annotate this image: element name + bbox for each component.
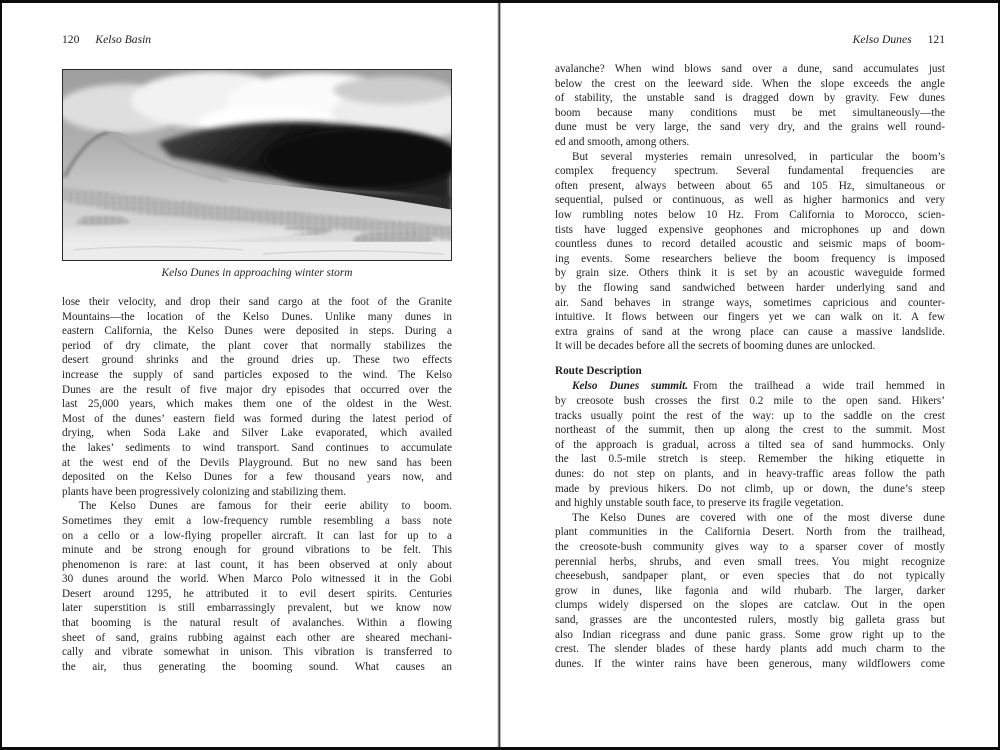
body-line: tists have lugged expensive geophones and microphones up and down <box>555 223 945 236</box>
body-line: drying, when Soda Lake and Silver Lake evaporated, which availed <box>62 427 452 440</box>
body-line: the creosote-bush community gives way to a sparser cover of mostly <box>555 541 945 553</box>
body-line: last 25,000 years, which makes them one of the oldest in the West. <box>62 398 452 411</box>
body-line: below the crest on the leeward side. When the slope exceeds the angle <box>555 77 945 90</box>
body-line: eastern California, the Kelso Dunes were deposited in steps. During a <box>62 325 452 338</box>
body-line: Desert around 1295, he attributed it to evil desert spirits. Centuries <box>62 587 452 600</box>
body-line: of the approach is gradual, across a tilted sea of sand hummocks. Only <box>555 438 945 451</box>
body-line: plants have been progressively colonizing and stabilizing them. <box>62 485 346 498</box>
body-line: cally and vibrate somewhat in unison. This vibration is transferred to <box>62 646 452 659</box>
body-line: countless dunes to record detailed acoustic and seismic maps of boom- <box>555 238 945 251</box>
body-line: the air, thus generating the booming sound. What causes an <box>62 660 452 673</box>
left-page <box>62 3 452 747</box>
running-title-right: Kelso Dunes <box>852 33 912 46</box>
running-title-left: Kelso Basin <box>95 33 152 46</box>
book-spine-gutter <box>497 3 501 747</box>
body-line: sheet of sand, grains rubbing against each other are sheared mechani- <box>62 631 452 644</box>
paragraph-lead: Kelso Dunes summit. <box>572 380 689 393</box>
body-line: Sometimes they emit a low-frequency rumble resembling a bass note <box>62 514 452 527</box>
body-line: on a cello or a low-flying propeller aircraft. It can last for up to a <box>62 529 452 542</box>
body-line: Dunes are the result of five major dry episodes that occurred over the <box>62 383 452 396</box>
body-line: perennial herbs, shrubs, and even small trees. You might recognize <box>555 555 945 568</box>
body-line: It will be decades before all the secrets of booming dunes are unlocked. <box>555 340 876 353</box>
body-line: dune must be very large, the sand very dry, and the grains well round- <box>555 121 945 134</box>
body-line: phenomenon is rare: at last count, it has been observed at only about <box>62 558 452 571</box>
body-line: the last 0.5-mile stretch is steep. Remember the hiking etiquette in <box>555 453 945 466</box>
body-line: by creosote bush crosses the first 0.2 mile to the open sand. Hikers’ <box>555 395 945 408</box>
body-line: and highly unstable south face, to preserve its fragile vegetation. <box>555 497 844 510</box>
body-line: intuitive. It flows between our fingers yet we can walk on it. A few <box>555 311 945 324</box>
body-line: ed and smooth, among others. <box>555 135 690 148</box>
dunes-photo-art <box>63 70 451 260</box>
body-line: Mountains—the location of the Kelso Dunes. Unlike many dunes in <box>62 310 452 323</box>
body-line: The Kelso Dunes are covered with one of the most diverse dune <box>572 511 945 524</box>
body-line: increase the supply of sand particles exposed to the wind. The Kelso <box>62 368 452 381</box>
running-header-right <box>555 33 945 49</box>
body-line: But several mysteries remain unresolved, in particular the boom’s <box>572 150 945 163</box>
body-line: lose their velocity, and drop their sand cargo at the foot of the Granite <box>62 296 452 308</box>
body-line: The Kelso Dunes are famous for their eerie ability to boom. <box>79 500 452 513</box>
page-number-right: 121 <box>927 33 945 46</box>
body-line: avalanche? When wind blows sand over a dune, sand accumulates just <box>555 63 945 75</box>
body-line: grow in dunes, like fagonia and wild rhubarb. The larger, darker <box>555 584 945 597</box>
body-line: sand, grasses are the uncontested rulers, mostly big galleta grass but <box>555 613 945 626</box>
running-header-left <box>62 33 452 49</box>
body-line: desert ground shrinks and the ground dries up. These two effects <box>62 354 452 367</box>
body-line: cheesebush, sandpaper plant, or even species that do not typically <box>555 570 945 583</box>
body-line: deposited on the Kelso Dunes for a few thousand years now, and <box>62 471 452 484</box>
body-line: later superstition is still embarrassingly prevalent, but we know now <box>62 602 452 615</box>
page-number-left: 120 <box>62 33 80 46</box>
body-line: Most of the dunes’ eastern field was formed during the latest period of <box>62 412 452 425</box>
body-line: extra grains of sand at the wrong place can cause a massive landslide. <box>555 325 945 338</box>
section-heading: Route Description <box>555 364 642 377</box>
dunes-photo <box>62 69 452 261</box>
body-line: Kelso Dunes summit. From the trailhead a wide trail hemmed in <box>572 380 945 393</box>
left-body-text <box>62 295 452 674</box>
body-line: made by previous hikers. Do not climb, up or down, the dune’s steep <box>555 482 945 495</box>
body-line: 30 dunes around the world. When Marco Polo witnessed it in the Gobi <box>62 573 452 586</box>
body-line: plant communities in the California Desert. North from the trailhead, <box>555 526 945 539</box>
body-line: dunes. If the winter rains have been generous, many wildflowers come <box>555 657 945 670</box>
body-line: by grain size. Others think it is set by an acoustic waveguide formed <box>555 267 945 280</box>
body-line: by the flowing sand sandwiched between harder underlying sand and <box>555 281 945 294</box>
body-line: clumps widely dispersed on the slopes are catclaw. Out in the open <box>555 599 945 612</box>
body-line: the lakes’ sediments to wind transport. Sand continues to accumulate <box>62 441 452 454</box>
body-line: crest. The slender blades of these hardy plants add much charm to the <box>555 643 945 656</box>
body-line: dunes: do not step on plants, and in heavy-traffic areas follow the path <box>555 468 945 481</box>
body-line: northeast of the summit, then up along the crest to the summit. Most <box>555 424 945 437</box>
body-line: often present, always between about 65 and 105 Hz, simultaneous or <box>555 179 945 192</box>
body-line: at the west end of the Devils Playground. But no new sand has been <box>62 456 452 469</box>
body-line: period of dry climate, the plant cover that normally stabilizes the <box>62 339 452 352</box>
body-line: of stability, the unstable sand is dragged down by gravity. Few dunes <box>555 92 945 105</box>
body-line: sequential, pulsed or continuous, as well as higher harmonics and very <box>555 194 945 207</box>
body-line: ing events. Some researchers believe the boom frequency is imposed <box>555 252 945 265</box>
photo-caption: Kelso Dunes in approaching winter storm <box>161 267 353 279</box>
body-line: tracks usually point the rest of the way: up to the saddle on the crest <box>555 409 945 422</box>
right-body-text <box>555 62 945 671</box>
body-line: boom because many conditions must be met simultaneously—the <box>555 106 945 119</box>
body-line: minute and be strong enough for ground vibrations to be felt. This <box>62 544 452 557</box>
right-page <box>555 3 945 747</box>
body-line: that booming is the natural result of avalanches. Within a flowing <box>62 617 452 630</box>
body-line: air. Sand behaves in strange ways, sometimes capricious and counter- <box>555 296 945 309</box>
body-line: complex frequency spectrum. Several fundamental frequencies are <box>555 165 945 178</box>
body-line: low rumbling notes below 10 Hz. From California to Morocco, scien- <box>555 208 945 221</box>
body-line: also Indian ricegrass and dune panic grass. Some grow right up to the <box>555 628 945 641</box>
